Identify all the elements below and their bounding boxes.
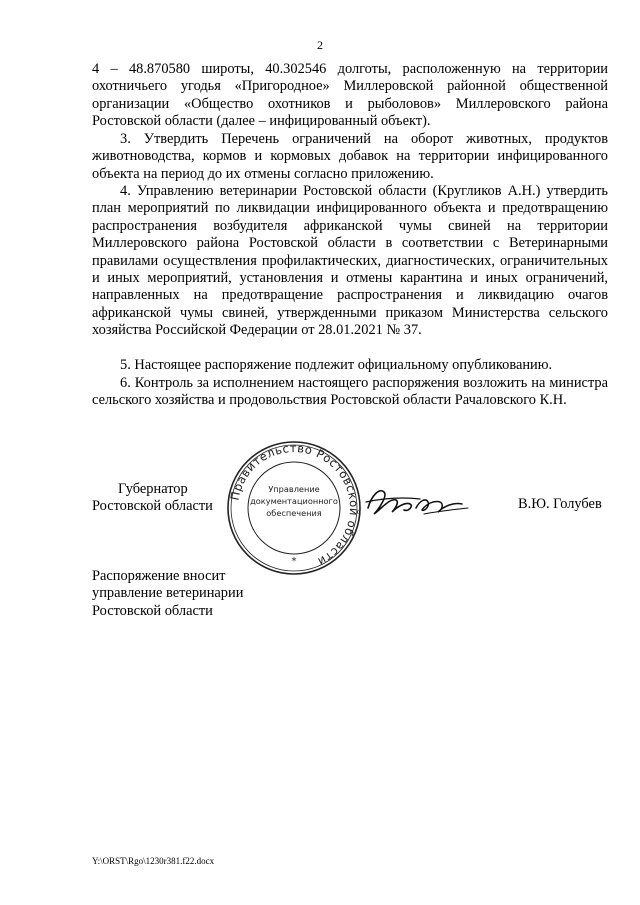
signatory-title-line2: Ростовской области [92,498,213,515]
paragraph-item-5: 5. Настоящее распоряжение подлежит официальному опубликованию. [120,357,553,373]
stamp-inner-line3: обеспечения [266,508,322,518]
handwritten-signature [364,480,472,522]
stamp-inner-line2: документационного [250,496,338,506]
file-path-footer: Y:\ORST\Rgo\1230r381.f22.docx [92,856,215,866]
introducer-note [92,568,352,620]
paragraph-item-4: 4. Управлению ветеринарии Ростовской области (Кругликов А.Н.) утвердить план мероприятий по ликвидации инфицированного объекта и предотвращению распространения возбудителя африканской чумы свиней на территории Миллеровского района Ростовской области в соответствии с Ветеринарными правилами осуществления профилактических, диагностических, ограничительных и иных мероприятий, установления и отмены карантина и иных ограничений, направленных на предотвращение распространения и ликвидацию очагов африканской чумы свиней, утвержденными приказом Министерства сельского хозяйства Российской Федерации от 28.01.2021 № 37. [92,183,608,339]
paragraph-item-3: 3. Утвердить Перечень ограничений на оборот животных, продуктов животноводства, кормов и кормовых добавок на территории инфицированного объекта на период до их отмены согласно приложению. [92,131,608,182]
signatory-name: В.Ю. Голубев [518,496,602,512]
introducer-line1: Распоряжение вносит [92,568,226,584]
paragraph-item-6: 6. Контроль за исполнением настоящего распоряжения возложить на министра сельского хозяйства и продовольствия Ростовской области Рачаловского К.Н. [92,375,608,409]
paragraph-coordinates: 4 – 48.870580 широты, 40.302546 долготы, расположенную на территории охотничьего угодья «Пригородное» Миллеровской районной общественной организации «Общество охотников и рыболовов» Миллеровского района Ростовской области (далее – инфицированный объект). [92,61,608,130]
stamp-outer-text: Правительство Ростовской области [227,440,362,570]
official-stamp [226,440,362,576]
stamp-star: * [291,556,297,567]
signatory-title-line1: Губернатор [118,481,188,497]
stamp-inner-line1: Управление [268,484,320,494]
introducer-line3: Ростовской области [92,602,213,619]
page-number: 2 [317,38,323,52]
introducer-line2: управление ветеринарии [92,585,244,602]
